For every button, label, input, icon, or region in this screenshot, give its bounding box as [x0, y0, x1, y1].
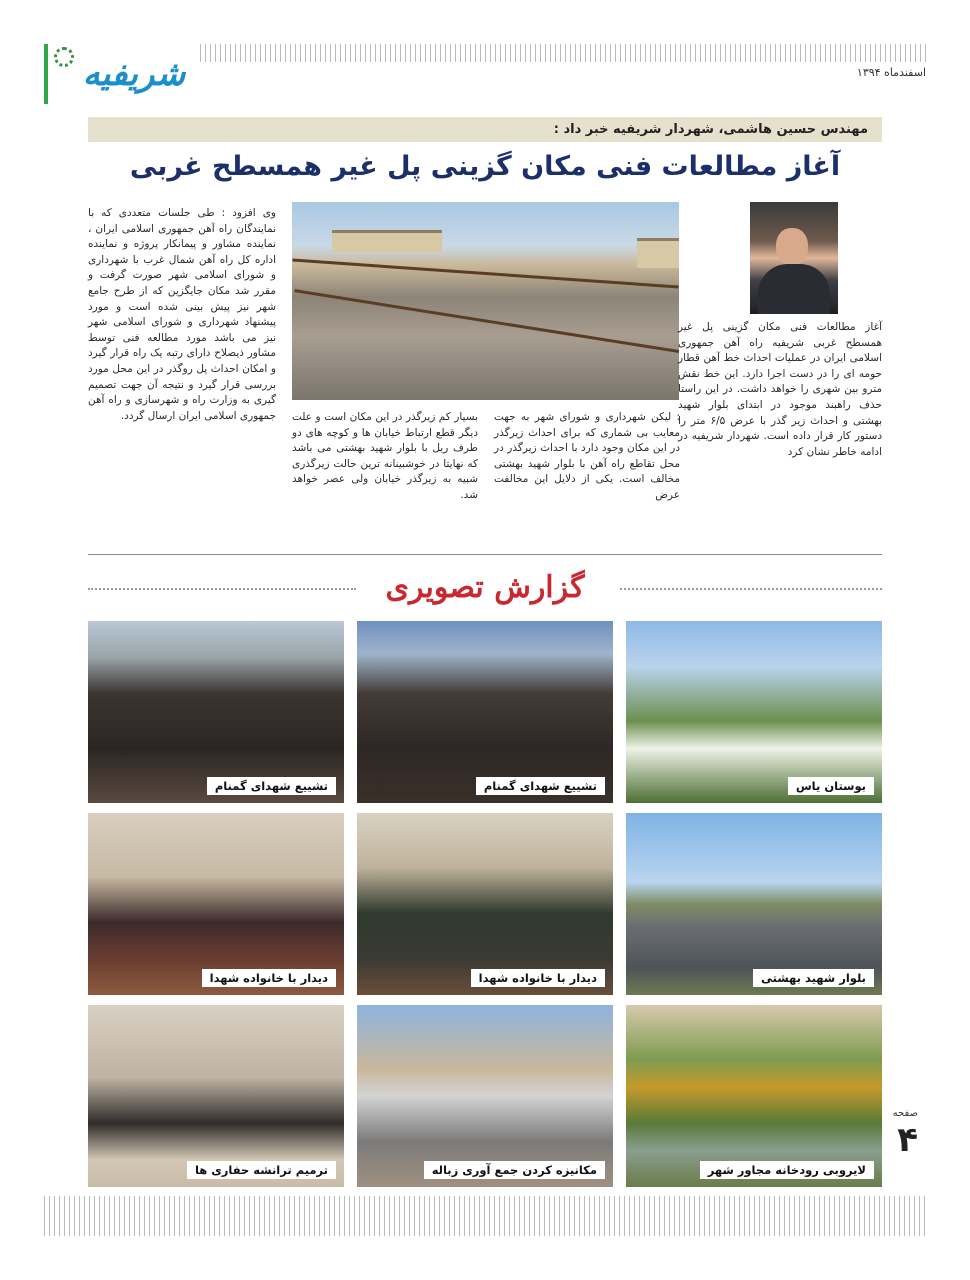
photo-caption: دیدار با خانواده شهدا [471, 969, 605, 987]
photo-caption: مکانیزه کردن جمع آوری زباله [424, 1161, 605, 1179]
article-kicker: مهندس حسین هاشمی، شهردار شریفیه خبر داد : [553, 122, 868, 137]
article-headline: آغاز مطالعات فنی مکان گزینی پل غیر همسطح غربی [129, 151, 841, 182]
article-column-mid-left: بسیار کم زیرگذر در این مکان است و علت دیگر قطع ارتباط خیابان ها و کوچه های دو طرف ریل با بلوار شهید بهشتی می باشد که نهایتا در خوشبینانه ترین حالت زیرگذری شبیه به زیرگذر خیابان ولی عصر خواهد شد. [292, 411, 478, 501]
rail-track [292, 259, 678, 289]
header-stripes [200, 44, 926, 62]
article-column-mid-right: : لیکن شهرداری و شورای شهر به جهت معایب بی شماری که برای احداث زیرگذر در این مکان وجود دارد با احداث زیرگذر در محل تقاطع راه آهن با بلوار شهید بهشتی مخالف است. یکی از دلایل این مخالفت عرض [494, 411, 680, 501]
photo-tile [357, 1005, 613, 1187]
photo-caption: لایروبی رودخانه مجاور شهر [700, 1161, 874, 1179]
logo-text: شریفیه [82, 54, 186, 94]
photo-tile [626, 621, 882, 803]
railway-station-building [332, 230, 442, 252]
photo-tile [626, 813, 882, 995]
emblem-icon [54, 47, 74, 67]
photo-tile [357, 621, 613, 803]
photo-caption: بلوار شهید بهشتی [753, 969, 874, 987]
logo-accent-bar [44, 44, 48, 104]
photo-caption: ترمیم ترانشه حفاری ها [187, 1161, 336, 1179]
portrait-body [758, 264, 830, 314]
photo-tile [88, 621, 344, 803]
photo-tile [626, 1005, 882, 1187]
railway-shed [637, 238, 679, 268]
photo-tile [357, 813, 613, 995]
rail-track [294, 289, 679, 358]
masthead-logo [44, 44, 198, 104]
photo-report-title: گزارش تصویری [385, 570, 585, 605]
railway-photo [292, 202, 679, 400]
photo-tile [88, 813, 344, 995]
mayor-portrait [750, 202, 838, 314]
section-divider [88, 554, 882, 555]
photo-caption: تشییع شهدای گمنام [207, 777, 336, 795]
article-column-left: وی افزود : طی جلسات متعددی که با نمایندگان راه آهن جمهوری اسلامی ایران ، نماینده مشاور و پیمانکار پروژه و نماینده اداره کل راه آهن شمال غرب با شهرداری و شورای اسلامی شهر صورت گرفت و مقرر شد مکان جایگزین که از طرح جامع شهر نیز پیش بینی شده است و مورد پیشنهاد شهرداری و شورای اسلامی شهر نیز می باشد مورد مطالعه فنی توسط مشاور ذیصلاح دارای رتبه یک راه قرار گیرد و امکان احداث پل روگذر در این محل مورد بررسی قرار گیرد و نتیجه آن جهت تصمیم گیری به وزارت راه و شهرسازی و راه آهن جمهوری اسلامی ایران ارسال گردد. [88, 207, 276, 422]
photo-tile [88, 1005, 344, 1187]
article-column-right: آغاز مطالعات فنی مکان گزینی پل غیر همسطح غربی شریفیه راه آهن جمهوری اسلامی ایران در عملیات احداث خط آهن قطار حومه ای را در دست اجرا دارد. این خط نقش مترو بین شهری را خواهد داشت. در این راستا حذف راهبند موجود در ابتدای بلوار شهید بهشتی و احداث زیر گذر با عرض ۶/۵ متر را دستور کار قرار داده است. شهردار شریفیه در ادامه خاطر نشان کرد [678, 321, 882, 458]
footer-stripes [44, 1196, 926, 1236]
photo-caption: بوستان یاس [788, 777, 874, 795]
page-label: صفحه [892, 1108, 918, 1119]
issue-date: اسفندماه ۱۳۹۴ [856, 66, 926, 79]
portrait-face [776, 228, 808, 266]
photo-caption: تشییع شهدای گمنام [476, 777, 605, 795]
page-number: ۴ [897, 1120, 918, 1160]
photo-caption: دیدار با خانواده شهدا [202, 969, 336, 987]
